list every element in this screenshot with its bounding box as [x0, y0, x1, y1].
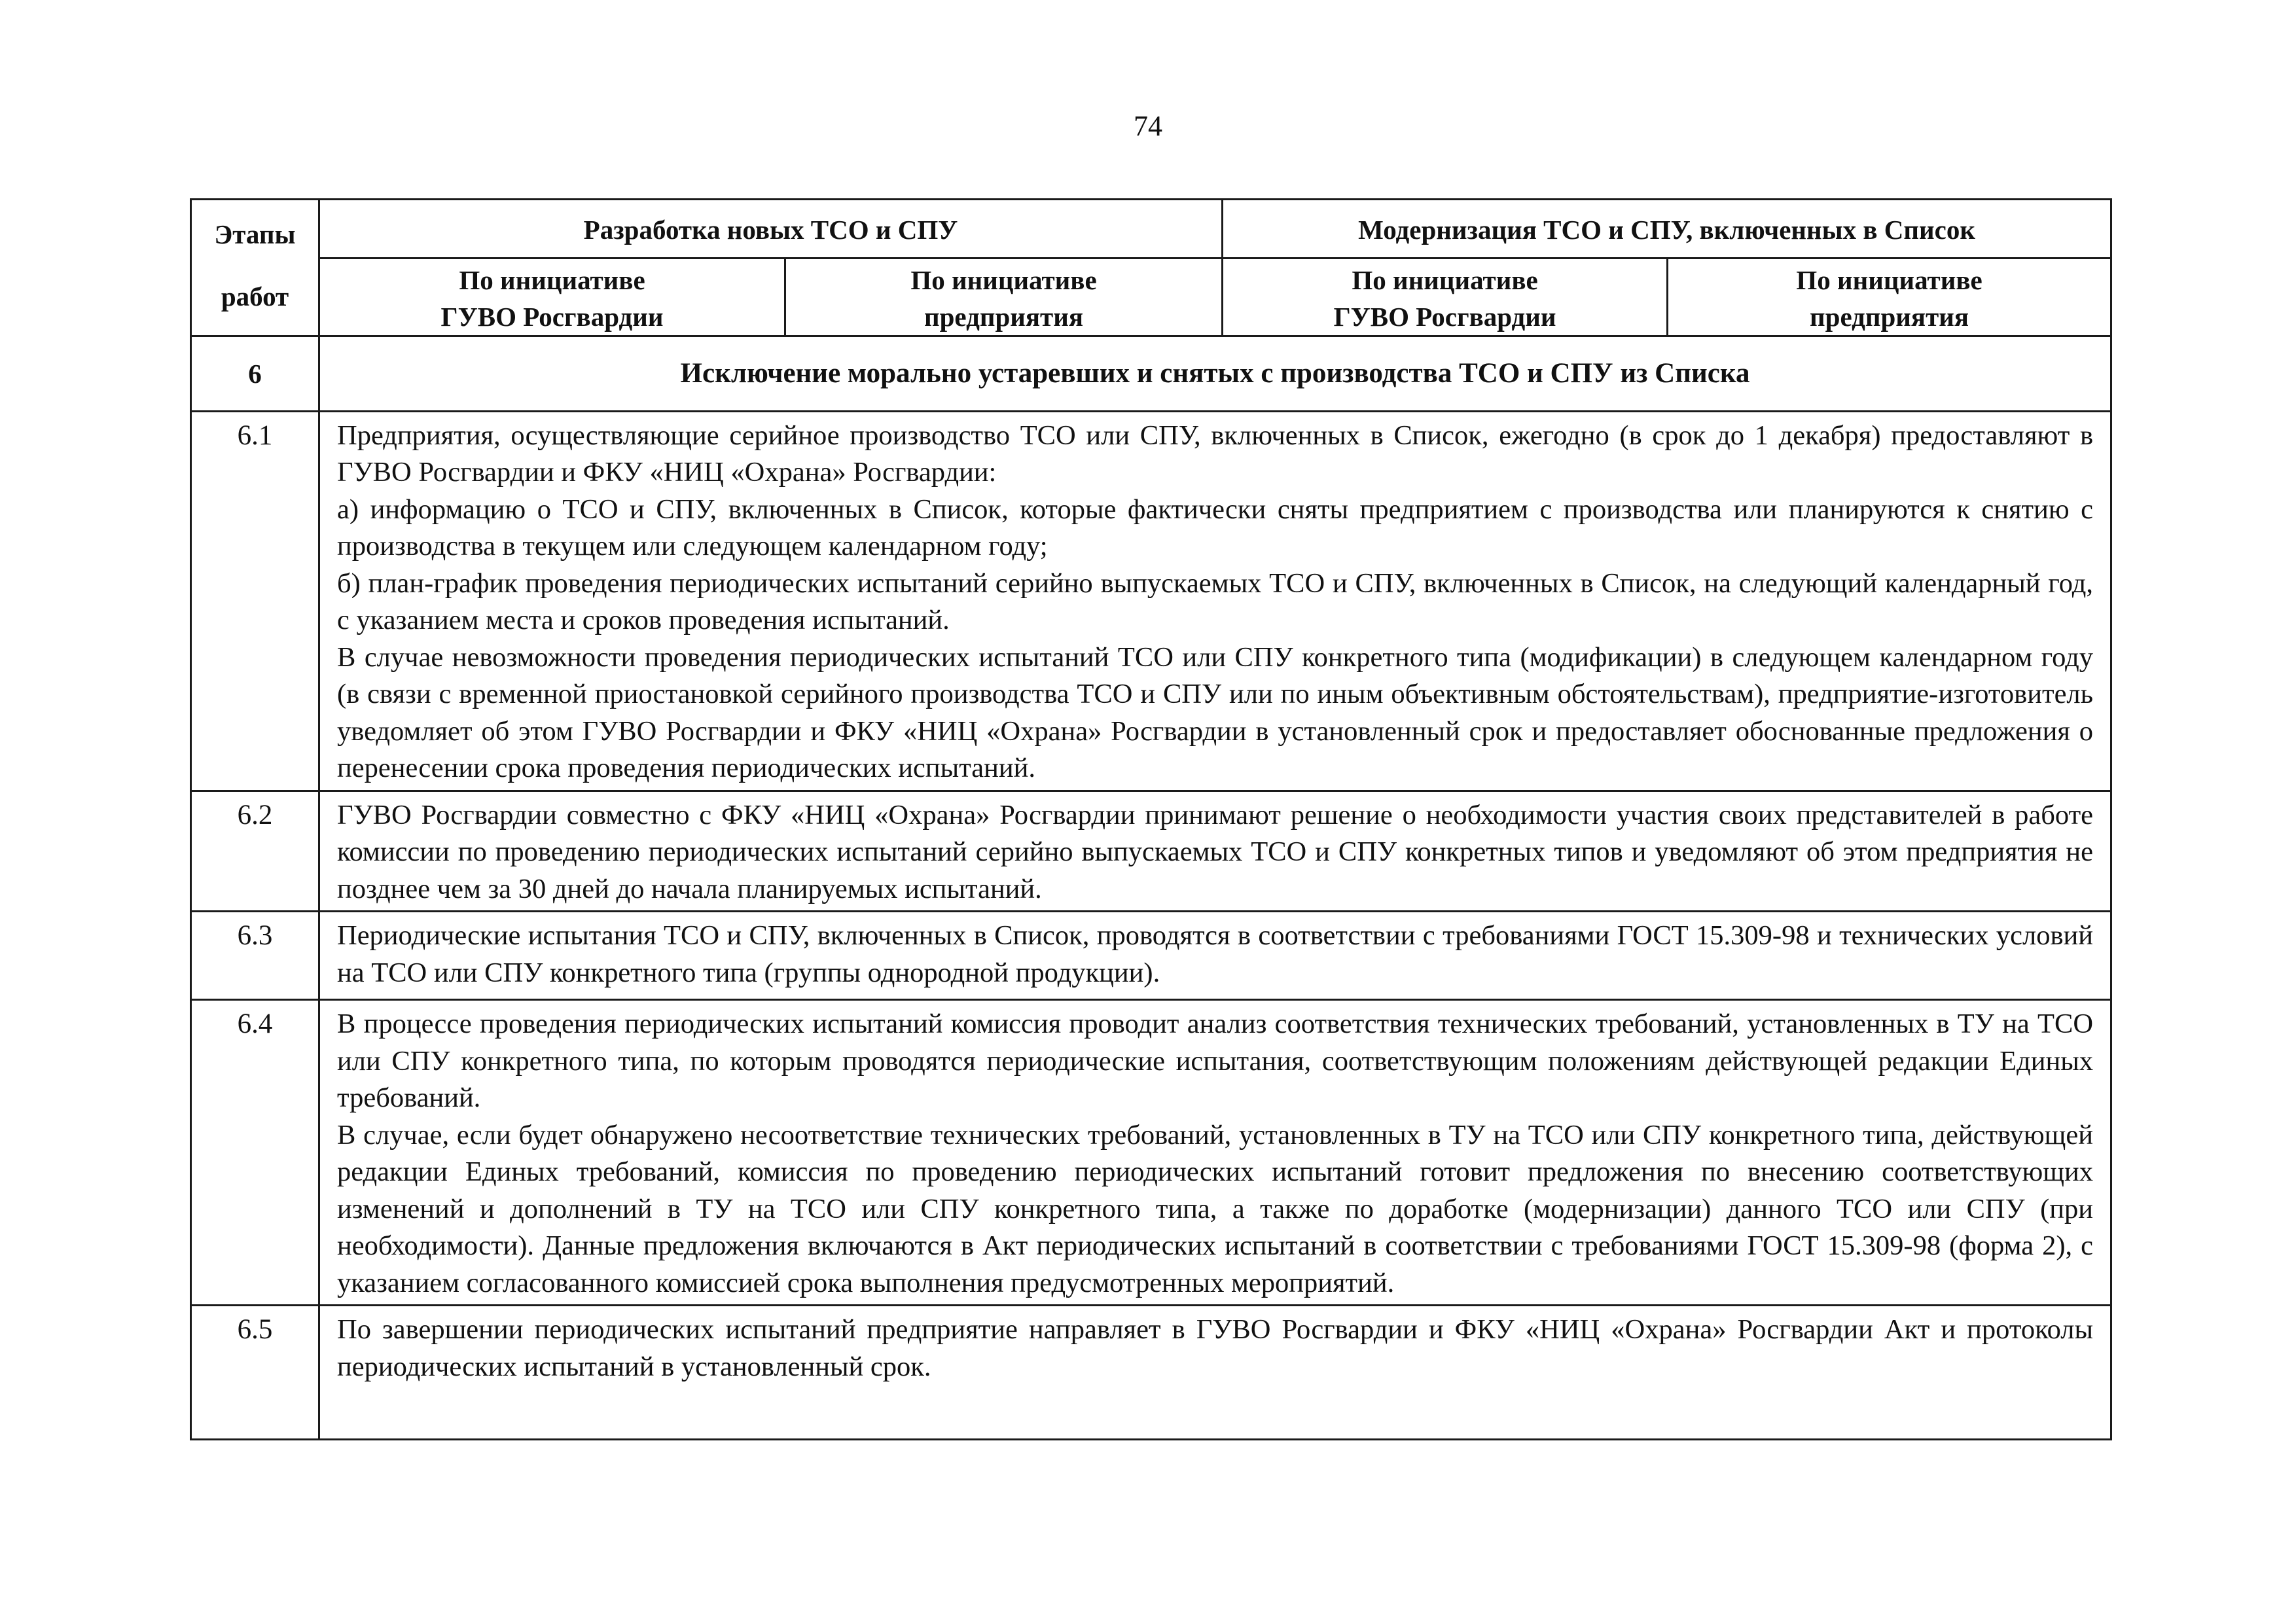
row-number: 6.2	[191, 791, 319, 912]
subheader-line: ГУВО Росгвардии	[440, 301, 664, 332]
row-number: 6.3	[191, 912, 319, 1000]
subheader-mod-enterprise	[1668, 258, 2111, 336]
stage-header-line2: работ	[221, 281, 289, 312]
table-header-row	[191, 200, 2111, 259]
row-number: 6.4	[191, 1000, 319, 1306]
paragraph: Предприятия, осуществляющие серийное производство ТСО или СПУ, включенных в Список, ежегодно (в срок до 1 декабря) предоставляют в ГУВО Росгвардии и ФКУ «НИЦ «Охрана» Росгвардии:	[337, 419, 2094, 488]
paragraph: В процессе проведения периодических испытаний комиссия проводит анализ соответствия технических требований, установленных в ТУ на ТСО или СПУ конкретного типа, по которым проводятся периодические испытания, соответствующим положениям действующей редакции Единых требований.	[337, 1008, 2094, 1113]
page-number: 74	[1134, 110, 1162, 142]
table-row	[191, 912, 2111, 1000]
stage-header-top	[191, 200, 319, 259]
paragraph: В случае невозможности проведения периодических испытаний ТСО или СПУ конкретного типа (модификации) в следующем календарном году (в связи с временной приостановкой серийного производства ТСО и СПУ или по иным объективным обстоятельствам), предприятие-изготовитель уведомляет об этом ГУВО Росгвардии и ФКУ «НИЦ «Охрана» Росгвардии в установленный срок и предоставляет обоснованные предложения о перенесении срока проведения периодических испытаний.	[337, 641, 2094, 783]
paragraph: В случае, если будет обнаружено несоответствие технических требований, установленных в ТУ на ТСО или СПУ конкретного типа, действующей редакции Единых требований, комиссия по проведению периодических испытаний готовит предложения по внесению соответствующих изменений и дополнений в ТУ на ТСО или СПУ конкретного типа, а также по доработке (модернизации) данного ТСО или СПУ (при необходимости). Данные предложения включаются в Акт периодических испытаний в соответствии с требованиями ГОСТ 15.309-98 (форма 2), с указанием согласованного комиссией срока выполнения предусмотренных мероприятий.	[337, 1119, 2094, 1298]
subheader-line: предприятия	[1810, 301, 1969, 332]
row-content	[319, 791, 2111, 912]
subheader-dev-enterprise	[785, 258, 1223, 336]
group-header-development: Разработка новых ТСО и СПУ	[319, 200, 1223, 259]
table-subheader-row	[191, 258, 2111, 336]
row-number: 6.5	[191, 1306, 319, 1440]
subheader-line: По инициативе	[1796, 264, 1982, 295]
table-row	[191, 411, 2111, 791]
row-number: 6.1	[191, 411, 319, 791]
subheader-line: ГУВО Росгвардии	[1333, 301, 1556, 332]
section-title: Исключение морально устаревших и снятых с производства ТСО и СПУ из Списка	[319, 336, 2111, 411]
paragraph: По завершении периодических испытаний предприятие направляет в ГУВО Росгвардии и ФКУ «НИЦ «Охрана» Росгвардии Акт и протоколы периодических испытаний в установленный срок.	[337, 1314, 2094, 1382]
stage-header-line1: Этапы	[214, 219, 296, 249]
row-content	[319, 1306, 2111, 1440]
subheader-line: По инициативе	[910, 264, 1097, 295]
row-content	[319, 411, 2111, 791]
paragraph: а) информацию о ТСО и СПУ, включенных в Список, которые фактически сняты предприятием с производства или планируются к снятию с производства в текущем или следующем календарном году;	[337, 493, 2094, 562]
paragraph: Периодические испытания ТСО и СПУ, включенных в Список, проводятся в соответствии с требованиями ГОСТ 15.309-98 и технических условий на ТСО или СПУ конкретного типа (группы однородной продукции).	[337, 920, 2094, 988]
section-row	[191, 336, 2111, 411]
subheader-line: По инициативе	[459, 264, 645, 295]
group-header-modernization: Модернизация ТСО и СПУ, включенных в Список	[1223, 200, 2111, 259]
paragraph: б) план-график проведения периодических испытаний серийно выпускаемых ТСО и СПУ, включенных в Список, на следующий календарный год, с указанием места и сроков проведения испытаний.	[337, 567, 2094, 635]
table-row	[191, 791, 2111, 912]
paragraph: ГУВО Росгвардии совместно с ФКУ «НИЦ «Охрана» Росгвардии принимают решение о необходимости участия своих представителей в работе комиссии по проведению периодических испытаний серийно выпускаемых ТСО и СПУ конкретных типов и уведомляют об этом предприятия не позднее чем за 30 дней до начала планируемых испытаний.	[337, 799, 2094, 904]
row-content	[319, 1000, 2111, 1306]
subheader-dev-guvo	[319, 258, 785, 336]
table-row	[191, 1306, 2111, 1440]
subheader-line: предприятия	[924, 301, 1083, 332]
stage-header-bottom	[191, 258, 319, 336]
section-number: 6	[191, 336, 319, 411]
subheader-line: По инициативе	[1352, 264, 1538, 295]
row-content	[319, 912, 2111, 1000]
stages-table	[190, 198, 2112, 1440]
table-row	[191, 1000, 2111, 1306]
subheader-mod-guvo	[1223, 258, 1668, 336]
